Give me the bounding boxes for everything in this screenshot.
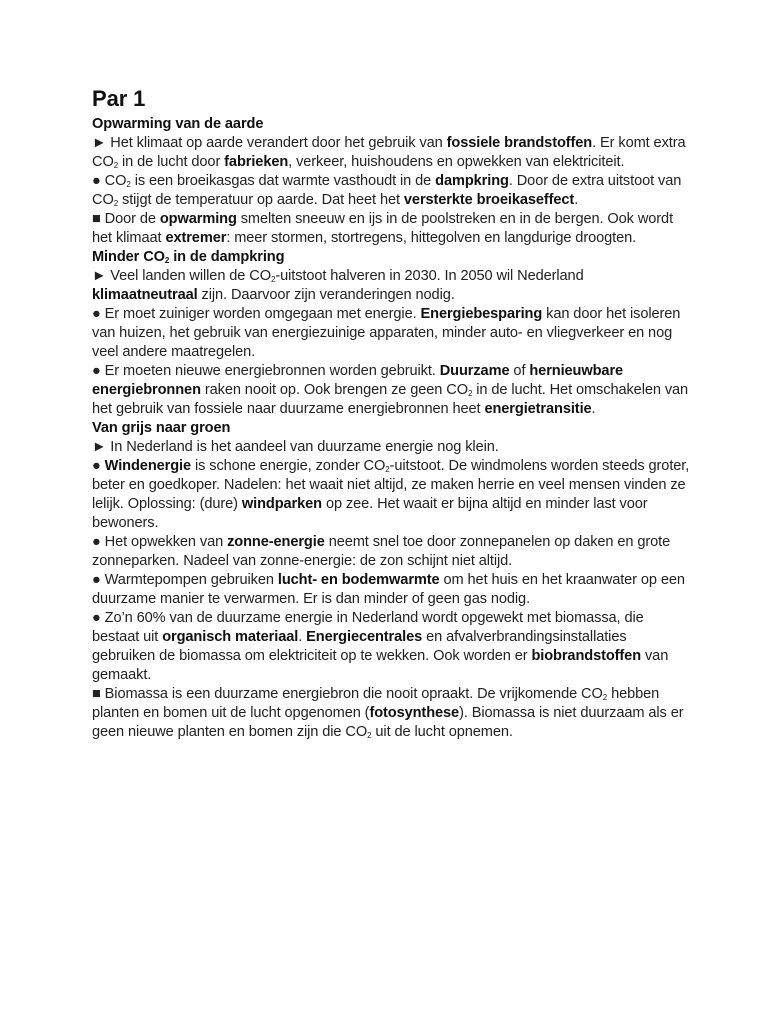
text-run: ■ Biomassa is een duurzame energiebron die nooit opraakt. De vrijkomende CO bbox=[92, 686, 603, 702]
text-run: , verkeer, huishoudens en opwekken van elektriciteit. bbox=[288, 154, 625, 170]
subscript: 2 bbox=[126, 180, 131, 189]
subscript: 2 bbox=[270, 275, 276, 284]
paragraph bbox=[92, 172, 692, 210]
text-run: ■ Door de bbox=[92, 211, 160, 227]
paragraph bbox=[92, 305, 692, 362]
text-run: . Er komt extra CO bbox=[92, 135, 686, 170]
subscript: 2 bbox=[367, 731, 372, 740]
paragraph bbox=[92, 685, 692, 742]
bold-term: biobrandstoffen bbox=[531, 648, 642, 664]
bold-term: dampkring bbox=[435, 173, 509, 189]
bold-term: zonne-energie bbox=[227, 534, 325, 550]
text-run: stijgt de temperatuur op aarde. Dat heet het bbox=[118, 192, 404, 208]
text-run: is een broeikasgas dat warmte vasthoudt in de bbox=[130, 173, 436, 189]
subscript: 2 bbox=[385, 465, 390, 474]
text-run: uit de lucht opnemen. bbox=[371, 724, 513, 740]
text-run: en afvalverbrandingsinstallaties gebruiken de biomassa om elektriciteit op te wekken. Ook worden er bbox=[92, 629, 627, 664]
text-run: ► In Nederland is het aandeel van duurzame energie nog klein. bbox=[92, 439, 499, 455]
document bbox=[92, 86, 692, 742]
section-heading bbox=[92, 115, 692, 134]
text-run: : meer stormen, stortregens, hittegolven en langdurige droogten. bbox=[226, 230, 637, 246]
text-run: -uitstoot halveren in 2030. In 2050 wil Nederland bbox=[275, 268, 584, 284]
bold-term: lucht- en bodemwarmte bbox=[277, 572, 440, 588]
text-run: ● Warmtepompen gebruiken bbox=[92, 572, 278, 588]
section-heading bbox=[92, 419, 692, 438]
text-run: Opwarming van de aarde bbox=[92, 116, 264, 132]
document-body bbox=[92, 115, 692, 742]
text-run: op zee. Het waait er bijna altijd en minder last voor bewoners. bbox=[92, 496, 648, 531]
bold-term: Duurzame bbox=[439, 363, 510, 379]
subscript: 2 bbox=[113, 199, 119, 208]
text-run: hebben planten en bomen uit de lucht opgenomen ( bbox=[92, 686, 660, 721]
text-run: . bbox=[298, 629, 307, 645]
page-title: Par 1 bbox=[92, 86, 146, 111]
text-run: raken nooit op. Ook brengen ze geen CO bbox=[200, 382, 468, 398]
paragraph bbox=[92, 457, 692, 533]
text-run: ● bbox=[92, 458, 105, 474]
text-run: ● Er moeten nieuwe energiebronnen worden gebruikt. bbox=[92, 363, 440, 379]
bold-term: fossiele brandstoffen bbox=[446, 135, 593, 151]
text-run: ). Biomassa is niet duurzaam als er geen nieuwe planten en bomen zijn die CO bbox=[92, 705, 684, 740]
bold-term: Windenergie bbox=[104, 458, 192, 474]
text-run: ► Het klimaat op aarde verandert door het gebruik van bbox=[92, 135, 447, 151]
bold-term: organisch materiaal bbox=[162, 629, 299, 645]
text-run: . Door de extra uitstoot van CO bbox=[92, 173, 682, 208]
bold-term: klimaatneutraal bbox=[92, 287, 198, 303]
text-run: Van grijs naar groen bbox=[92, 420, 231, 436]
paragraph bbox=[92, 362, 692, 419]
paragraph bbox=[92, 134, 692, 172]
bold-term: opwarming bbox=[159, 211, 237, 227]
text-run: om het huis en het kraanwater op een duurzame manier te verwarmen. Er is dan minder of geen gas nodig. bbox=[92, 572, 685, 607]
bold-term: extremer bbox=[165, 230, 227, 246]
paragraph bbox=[92, 438, 692, 457]
bold-term: versterkte broeikaseffect bbox=[403, 192, 575, 208]
text-run: neemt snel toe door zonnepanelen op daken en grote zonneparken. Nadeel van zonne-energie: de zon schijnt niet altijd. bbox=[92, 534, 671, 569]
text-run: . bbox=[591, 401, 596, 417]
text-run: of bbox=[509, 363, 530, 379]
text-run: Minder CO bbox=[92, 249, 165, 265]
text-run: -uitstoot. De windmolens worden steeds groter, beter en goedkoper. Nadelen: het waait niet altijd, ze maken herrie en veel mensen vinden ze lelijk. Oplossing: (dure) bbox=[92, 458, 690, 512]
bold-term: windparken bbox=[241, 496, 322, 512]
text-run: in de dampkring bbox=[169, 249, 285, 265]
text-run: ● Het opwekken van bbox=[92, 534, 228, 550]
text-run: ► Veel landen willen de CO bbox=[92, 268, 271, 284]
text-run: ● CO bbox=[92, 173, 127, 189]
bold-term: hernieuwbare energiebronnen bbox=[92, 363, 624, 398]
subscript: 2 bbox=[467, 389, 473, 398]
paragraph bbox=[92, 533, 692, 571]
text-run: in de lucht. Het omschakelen van het gebruik van fossiele naar duurzame energiebronnen heet bbox=[92, 382, 689, 417]
text-run: in de lucht door bbox=[118, 154, 225, 170]
text-run: is schone energie, zonder CO bbox=[191, 458, 386, 474]
paragraph bbox=[92, 267, 692, 305]
paragraph bbox=[92, 571, 692, 609]
bold-term: Energiecentrales bbox=[306, 629, 423, 645]
bold-term: Energiebesparing bbox=[420, 306, 543, 322]
section-heading bbox=[92, 248, 692, 267]
text-run: van gemaakt. bbox=[92, 648, 669, 683]
subscript: 2 bbox=[113, 161, 119, 170]
bold-term: fotosynthese bbox=[369, 705, 460, 721]
paragraph bbox=[92, 210, 692, 248]
text-run: ● Er moet zuiniger worden omgegaan met energie. bbox=[92, 306, 421, 322]
bold-term: fabrieken bbox=[224, 154, 289, 170]
text-run: ● Zo’n 60% van de duurzame energie in Nederland wordt opgewekt met biomassa, die bestaat uit bbox=[92, 610, 644, 645]
subscript: 2 bbox=[164, 256, 170, 265]
subscript: 2 bbox=[602, 693, 608, 702]
text-run: . bbox=[574, 192, 579, 208]
text-run: kan door het isoleren van huizen, het gebruik van energiezuinige apparaten, minder auto- en vliegverkeer en nog veel andere maatregelen. bbox=[92, 306, 681, 360]
text-run: smelten sneeuw en ijs in de poolstreken en in de bergen. Ook wordt het klimaat bbox=[92, 211, 674, 246]
bold-term: energietransitie bbox=[484, 401, 592, 417]
paragraph bbox=[92, 609, 692, 685]
text-run: zijn. Daarvoor zijn veranderingen nodig. bbox=[197, 287, 455, 303]
